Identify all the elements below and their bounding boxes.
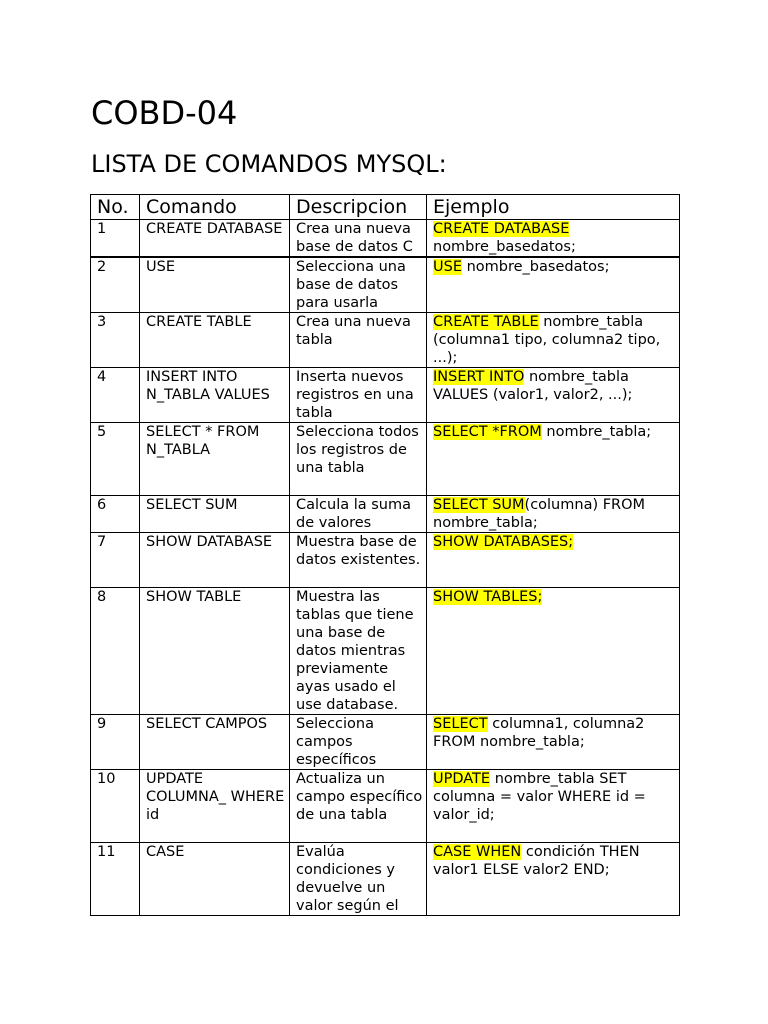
header-ejemplo: Ejemplo	[427, 195, 680, 220]
table-row	[91, 368, 680, 423]
header-comando: Comando	[140, 195, 290, 220]
cell-comando: USE	[140, 257, 290, 313]
cell-comando: CREATE TABLE	[140, 313, 290, 368]
cell-descripcion: Muestra las tablas que tiene una base de datos mientras previamente ayas usado el use database.	[290, 588, 427, 715]
table-row	[91, 423, 680, 496]
highlighted-keyword: SELECT	[433, 716, 488, 732]
table-row	[91, 770, 680, 843]
cell-comando: SHOW DATABASE	[140, 533, 290, 588]
cell-comando: INSERT INTO N_TABLA VALUES	[140, 368, 290, 423]
example-text: columna1, columna2 FROM nombre_tabla;	[433, 716, 645, 750]
example-text: nombre_tabla VALUES (valor1, valor2, ...);	[433, 369, 633, 403]
table-row	[91, 257, 680, 313]
example-text: nombre_tabla (columna1 tipo, columna2 tipo, ...);	[433, 314, 661, 366]
cell-ejemplo	[427, 368, 680, 423]
highlighted-keyword: CREATE TABLE	[433, 314, 539, 330]
cell-ejemplo	[427, 257, 680, 313]
highlighted-keyword: UPDATE	[433, 771, 491, 787]
cell-ejemplo	[427, 770, 680, 843]
table-row	[91, 220, 680, 258]
commands-table	[90, 194, 680, 916]
example-text: nombre_basedatos;	[461, 259, 610, 275]
highlighted-keyword: SELECT *FROM	[433, 424, 542, 440]
cell-comando: UPDATE COLUMNA_ WHERE id	[140, 770, 290, 843]
example-text: condición THEN valor1 ELSE valor2 END;	[433, 844, 640, 878]
cell-descripcion: Evalúa condiciones y devuelve un valor según el	[290, 843, 427, 916]
example-text: nombre_basedatos;	[433, 239, 576, 255]
cell-ejemplo	[427, 588, 680, 715]
highlighted-keyword: CREATE DATABASE	[433, 221, 570, 237]
cell-descripcion: Selecciona todos los registros de una tabla	[290, 423, 427, 496]
cell-no: 5	[91, 423, 140, 496]
document-subtitle: LISTA DE COMANDOS MYSQL:	[91, 150, 447, 178]
cell-ejemplo	[427, 843, 680, 916]
cell-ejemplo	[427, 313, 680, 368]
cell-descripcion: Actualiza un campo específico de una tabla	[290, 770, 427, 843]
cell-descripcion: Muestra base de datos existentes.	[290, 533, 427, 588]
table-header-row	[91, 195, 680, 220]
highlighted-keyword: USE	[433, 259, 462, 275]
highlighted-keyword: CASE WHEN	[433, 844, 522, 860]
cell-no: 6	[91, 496, 140, 533]
example-text: nombre_tabla SET columna = valor WHERE id = valor_id;	[433, 771, 646, 823]
highlighted-keyword: INSERT INTO	[433, 369, 525, 385]
cell-comando: CREATE DATABASE	[140, 220, 290, 258]
cell-no: 10	[91, 770, 140, 843]
cell-no: 11	[91, 843, 140, 916]
highlighted-keyword: SELECT SUM	[433, 497, 525, 513]
cell-no: 9	[91, 715, 140, 770]
cell-descripcion: Crea una nueva tabla	[290, 313, 427, 368]
cell-descripcion: Inserta nuevos registros en una tabla	[290, 368, 427, 423]
table-row	[91, 533, 680, 588]
example-text: (columna) FROM nombre_tabla;	[433, 497, 646, 531]
document-title: COBD-04	[91, 94, 238, 132]
header-no: No.	[91, 195, 140, 220]
cell-comando: SELECT CAMPOS	[140, 715, 290, 770]
cell-no: 1	[91, 220, 140, 258]
cell-descripcion: Crea una nueva base de datos C	[290, 220, 427, 258]
table-row	[91, 588, 680, 715]
table-row	[91, 496, 680, 533]
example-text: nombre_tabla;	[541, 424, 652, 440]
cell-ejemplo	[427, 423, 680, 496]
cell-comando: CASE	[140, 843, 290, 916]
cell-comando: SELECT SUM	[140, 496, 290, 533]
cell-descripcion: Selecciona campos específicos	[290, 715, 427, 770]
header-descripcion: Descripcion	[290, 195, 427, 220]
cell-ejemplo	[427, 715, 680, 770]
highlighted-keyword: SHOW TABLES;	[433, 589, 543, 605]
cell-comando: SHOW TABLE	[140, 588, 290, 715]
cell-no: 7	[91, 533, 140, 588]
cell-descripcion: Calcula la suma de valores	[290, 496, 427, 533]
cell-no: 2	[91, 257, 140, 313]
cell-no: 3	[91, 313, 140, 368]
cell-comando: SELECT * FROM N_TABLA	[140, 423, 290, 496]
table-row	[91, 715, 680, 770]
cell-no: 4	[91, 368, 140, 423]
highlighted-keyword: SHOW DATABASES;	[433, 534, 574, 550]
cell-descripcion: Selecciona una base de datos para usarla	[290, 257, 427, 313]
cell-no: 8	[91, 588, 140, 715]
cell-ejemplo	[427, 220, 680, 258]
table-row	[91, 313, 680, 368]
cell-ejemplo	[427, 533, 680, 588]
table-row	[91, 843, 680, 916]
cell-ejemplo	[427, 496, 680, 533]
